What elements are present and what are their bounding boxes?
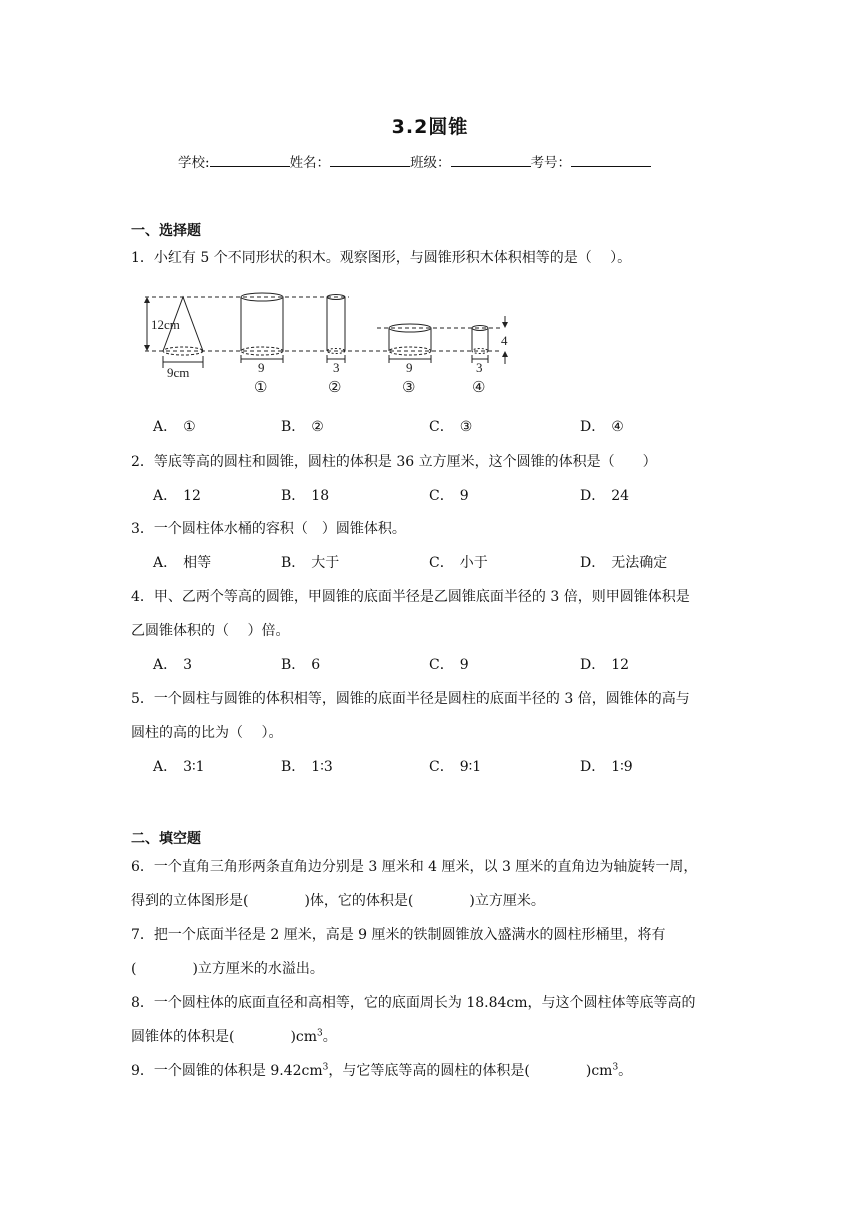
question-1: 1．小红有 5 个不同形状的积木。观察图形，与圆锥形积木体积相等的是（ ）。 [131,250,632,266]
option-a[interactable]: A． 3 [153,657,193,673]
option-a[interactable]: A． 12 [153,488,201,504]
option-a[interactable]: A． 3∶1 [153,759,205,775]
small-height-label: 4 [501,333,508,348]
exam-no-blank [571,154,651,167]
option-a[interactable]: A． 相等 [153,555,212,571]
cylinder-3-base [389,347,431,355]
question-5-line-1: 5．一个圆柱与圆锥的体积相等，圆锥的底面半径是圆柱的底面半径的 3 倍，圆锥体的高与 [131,691,690,707]
student-info-row [178,151,651,171]
name-blank [330,154,410,167]
question-3: 3．一个圆柱体水桶的容积（ ）圆锥体积。 [131,521,406,537]
cylinder-1-top [241,293,283,301]
question-6-line-2: 得到的立体图形是( )体，它的体积是( )立方厘米。 [131,893,545,909]
option-d[interactable]: D． 1∶9 [580,759,633,775]
cylinder-2-number: ② [328,380,342,396]
question-3-options [153,552,713,572]
cylinder-1-base-label: 9 [258,360,265,375]
cylinder-4-number: ④ [472,380,486,396]
option-b[interactable]: B． 大于 [281,555,340,571]
page-title: 3.2圆锥 [391,116,469,138]
section-fill-heading: 二、填空题 [131,831,201,847]
question-1-options [153,416,713,436]
cylinder-2-base-label: 3 [333,360,340,375]
cylinder-3-top [389,324,431,332]
option-b[interactable]: B． 18 [281,488,330,504]
cylinder-3-base-label: 9 [406,360,413,375]
question-4-line-1: 4．甲、乙两个等高的圆锥，甲圆锥的底面半径是乙圆锥底面半径的 3 倍，则甲圆锥体积是 [131,589,690,605]
question-7-line-1: 7．把一个底面半径是 2 厘米，高是 9 厘米的铁制圆锥放入盛满水的圆柱形桶里，将有 [131,927,666,943]
option-c[interactable]: C． 9∶1 [429,759,482,775]
question-2: 2．等底等高的圆柱和圆锥，圆柱的体积是 36 立方厘米，这个圆锥的体积是（ ） [131,454,657,470]
option-c[interactable]: C． 9 [429,657,469,673]
option-c[interactable]: C． 小于 [429,555,488,571]
cylinder-1-base [241,347,283,355]
name-label: 姓名： [289,155,331,171]
cone-base-label: 9cm [167,365,190,380]
option-d[interactable]: D． ④ [580,419,624,435]
option-c[interactable]: C． 9 [429,488,469,504]
option-b[interactable]: B． 6 [281,657,321,673]
question-2-options [153,485,713,505]
option-d[interactable]: D． 12 [580,657,630,673]
cylinder-3-number: ③ [402,380,416,396]
exam-no-label: 考号： [530,155,572,171]
question-9: 9．一个圆锥的体积是 $9.42cm^3$，与它等底等高的圆柱的体积是( )$cm^3$。 [131,1062,633,1079]
option-b[interactable]: B． 1∶3 [281,759,333,775]
school-label: 学校: [178,155,210,171]
question-7-line-2: ( )立方厘米的水溢出。 [131,961,324,977]
class-blank [451,154,531,167]
height-label: 12cm [151,317,180,332]
question-8-line-1: 8．一个圆柱体的底面直径和高相等，它的底面周长为 18.84cm，与这个圆柱体等底等高的 [131,995,696,1011]
cylinder-4-base-label: 3 [476,360,483,375]
option-d[interactable]: D． 无法确定 [580,555,668,571]
blocks-figure [137,284,517,399]
option-c[interactable]: C． ③ [429,419,473,435]
option-b[interactable]: B． ② [281,419,324,435]
question-8-line-2: 圆锥体的体积是( )$cm^3$。 [131,1028,337,1045]
question-4-options [153,654,713,674]
option-a[interactable]: A． ① [153,419,196,435]
class-label: 班级： [410,155,451,171]
school-blank [210,154,290,167]
question-6-line-1: 6．一个直角三角形两条直角边分别是 3 厘米和 4 厘米，以 3 厘米的直角边为轴旋转一周， [131,859,698,875]
option-d[interactable]: D． 24 [580,488,630,504]
question-5-line-2: 圆柱的高的比为（ ）。 [131,725,283,741]
question-5-options [153,756,713,776]
section-choice-heading: 一、选择题 [131,223,201,239]
cylinder-1-number: ① [254,380,268,396]
question-4-line-2: 乙圆锥体积的（ ）倍。 [131,623,290,639]
